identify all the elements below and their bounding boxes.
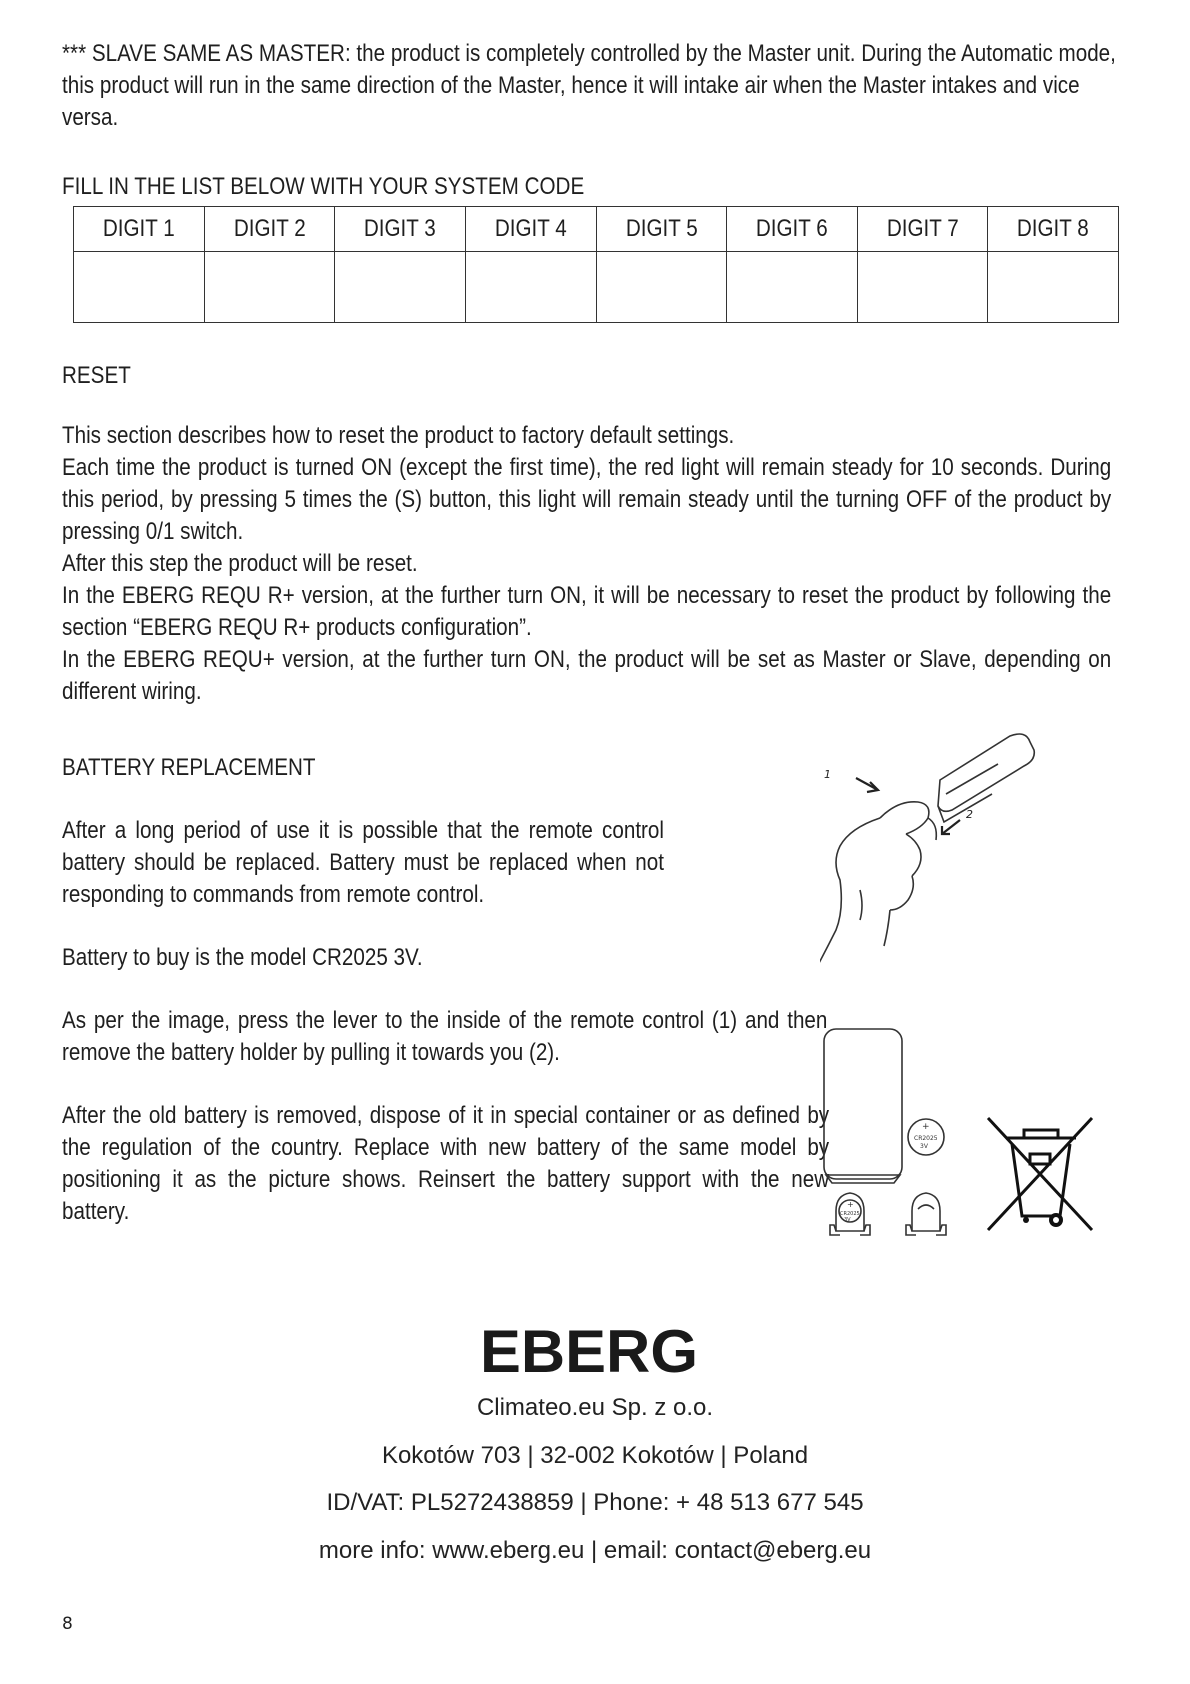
battery-heading: BATTERY REPLACEMENT	[62, 754, 316, 781]
digit-7-header: DIGIT 7	[857, 207, 988, 252]
battery-paragraph-4: After the old battery is removed, dispose of it in special container or as defined by the regulation of the country. Replace with new battery of the same model by positioning it as the picture shows. Reinsert the battery support with the new battery.	[62, 1102, 830, 1225]
reset-body	[62, 420, 1111, 708]
digit-8-cell[interactable]	[988, 252, 1119, 323]
digit-2-cell[interactable]	[204, 252, 335, 323]
slave-note-line-2: this product will run in the same direction of the Master, hence it will intake air when the Master intakes and vice	[62, 72, 1080, 99]
digit-1-header: DIGIT 1	[74, 207, 205, 252]
battery-paragraph-1: After a long period of use it is possible that the remote control battery should be replaced. Battery must be replaced when not responding to commands from remote control.	[62, 817, 664, 908]
digit-5-header: DIGIT 5	[596, 207, 727, 252]
slave-note-line-1: *** SLAVE SAME AS MASTER: the product is completely controlled by the Master unit. During the Automatic mode,	[62, 40, 1116, 67]
footer-address: Kokotów 703 | 32-002 Kokotów | Poland	[381, 1442, 809, 1469]
battery-paragraph-2: Battery to buy is the model CR2025 3V.	[62, 944, 423, 971]
step-2-label: 2	[966, 808, 973, 821]
svg-text:EBERG: EBERG	[480, 1320, 698, 1380]
digit-4-cell[interactable]	[465, 252, 596, 323]
digit-3-header: DIGIT 3	[335, 207, 466, 252]
battery-positioning-illustration	[810, 1025, 980, 1245]
slave-note-line-3: versa.	[62, 104, 119, 131]
digit-1-cell[interactable]	[74, 252, 205, 323]
reset-paragraph-2: Each time the product is turned ON (except the first time), the red light will remain steady for 10 seconds. During this period, by pressing 5 times the (S) button, this light will remain steady until the turning OFF of the product by pressing 0/1 switch.	[62, 454, 1112, 545]
system-code-entry-row	[74, 252, 1119, 323]
battery-model-label: CR2025	[914, 1135, 938, 1142]
step-1-label: 1	[824, 768, 831, 781]
digit-4-header: DIGIT 4	[465, 207, 596, 252]
small-battery-model-label: CR2025	[840, 1211, 860, 1217]
hand-outline	[820, 818, 880, 980]
weee-crossed-bin-icon	[980, 1110, 1102, 1238]
digit-2-header: DIGIT 2	[204, 207, 335, 252]
small-battery-plus-label: +	[847, 1200, 854, 1209]
reset-paragraph-5: In the EBERG REQU+ version, at the further turn ON, the product will be set as Master or Slave, depending on different wiring.	[62, 646, 1112, 705]
digit-3-cell[interactable]	[335, 252, 466, 323]
system-code-table	[73, 206, 1119, 323]
remote-back-view	[824, 1029, 902, 1179]
battery-plus-label: +	[922, 1122, 930, 1132]
reset-paragraph-3: After this step the product will be reset.	[62, 550, 418, 577]
remote-body	[938, 734, 1034, 811]
reset-paragraph-4: In the EBERG REQU R+ version, at the further turn ON, it will be necessary to reset the product by following the section “EBERG REQU R+ products configuration”.	[62, 582, 1112, 641]
small-battery-voltage-label: 3V	[844, 1217, 851, 1223]
page-number: 8	[62, 1614, 73, 1634]
system-code-header-row	[74, 207, 1119, 252]
footer-info: more info: www.eberg.eu | email: contact@eberg.eu	[318, 1537, 872, 1564]
digit-5-cell[interactable]	[596, 252, 727, 323]
digit-6-header: DIGIT 6	[727, 207, 858, 252]
digit-6-cell[interactable]	[727, 252, 858, 323]
battery-paragraph-3: As per the image, press the lever to the inside of the remote control (1) and then remove the battery holder by pulling it towards you (2).	[62, 1007, 828, 1066]
system-code-title: FILL IN THE LIST BELOW WITH YOUR SYSTEM CODE	[62, 173, 585, 200]
eberg-logo	[478, 1320, 700, 1380]
reset-heading: RESET	[62, 362, 131, 389]
footer-company: Climateo.eu Sp. z o.o.	[476, 1394, 714, 1421]
battery-voltage-label: 3V	[920, 1143, 928, 1150]
reset-paragraph-1: This section describes how to reset the product to factory default settings.	[62, 422, 735, 449]
digit-8-header: DIGIT 8	[988, 207, 1119, 252]
remote-removal-illustration	[820, 730, 1080, 990]
digit-7-cell[interactable]	[857, 252, 988, 323]
footer-ids: ID/VAT: PL5272438859 | Phone: + 48 513 677 545	[326, 1489, 864, 1516]
empty-battery-holder	[912, 1193, 940, 1231]
